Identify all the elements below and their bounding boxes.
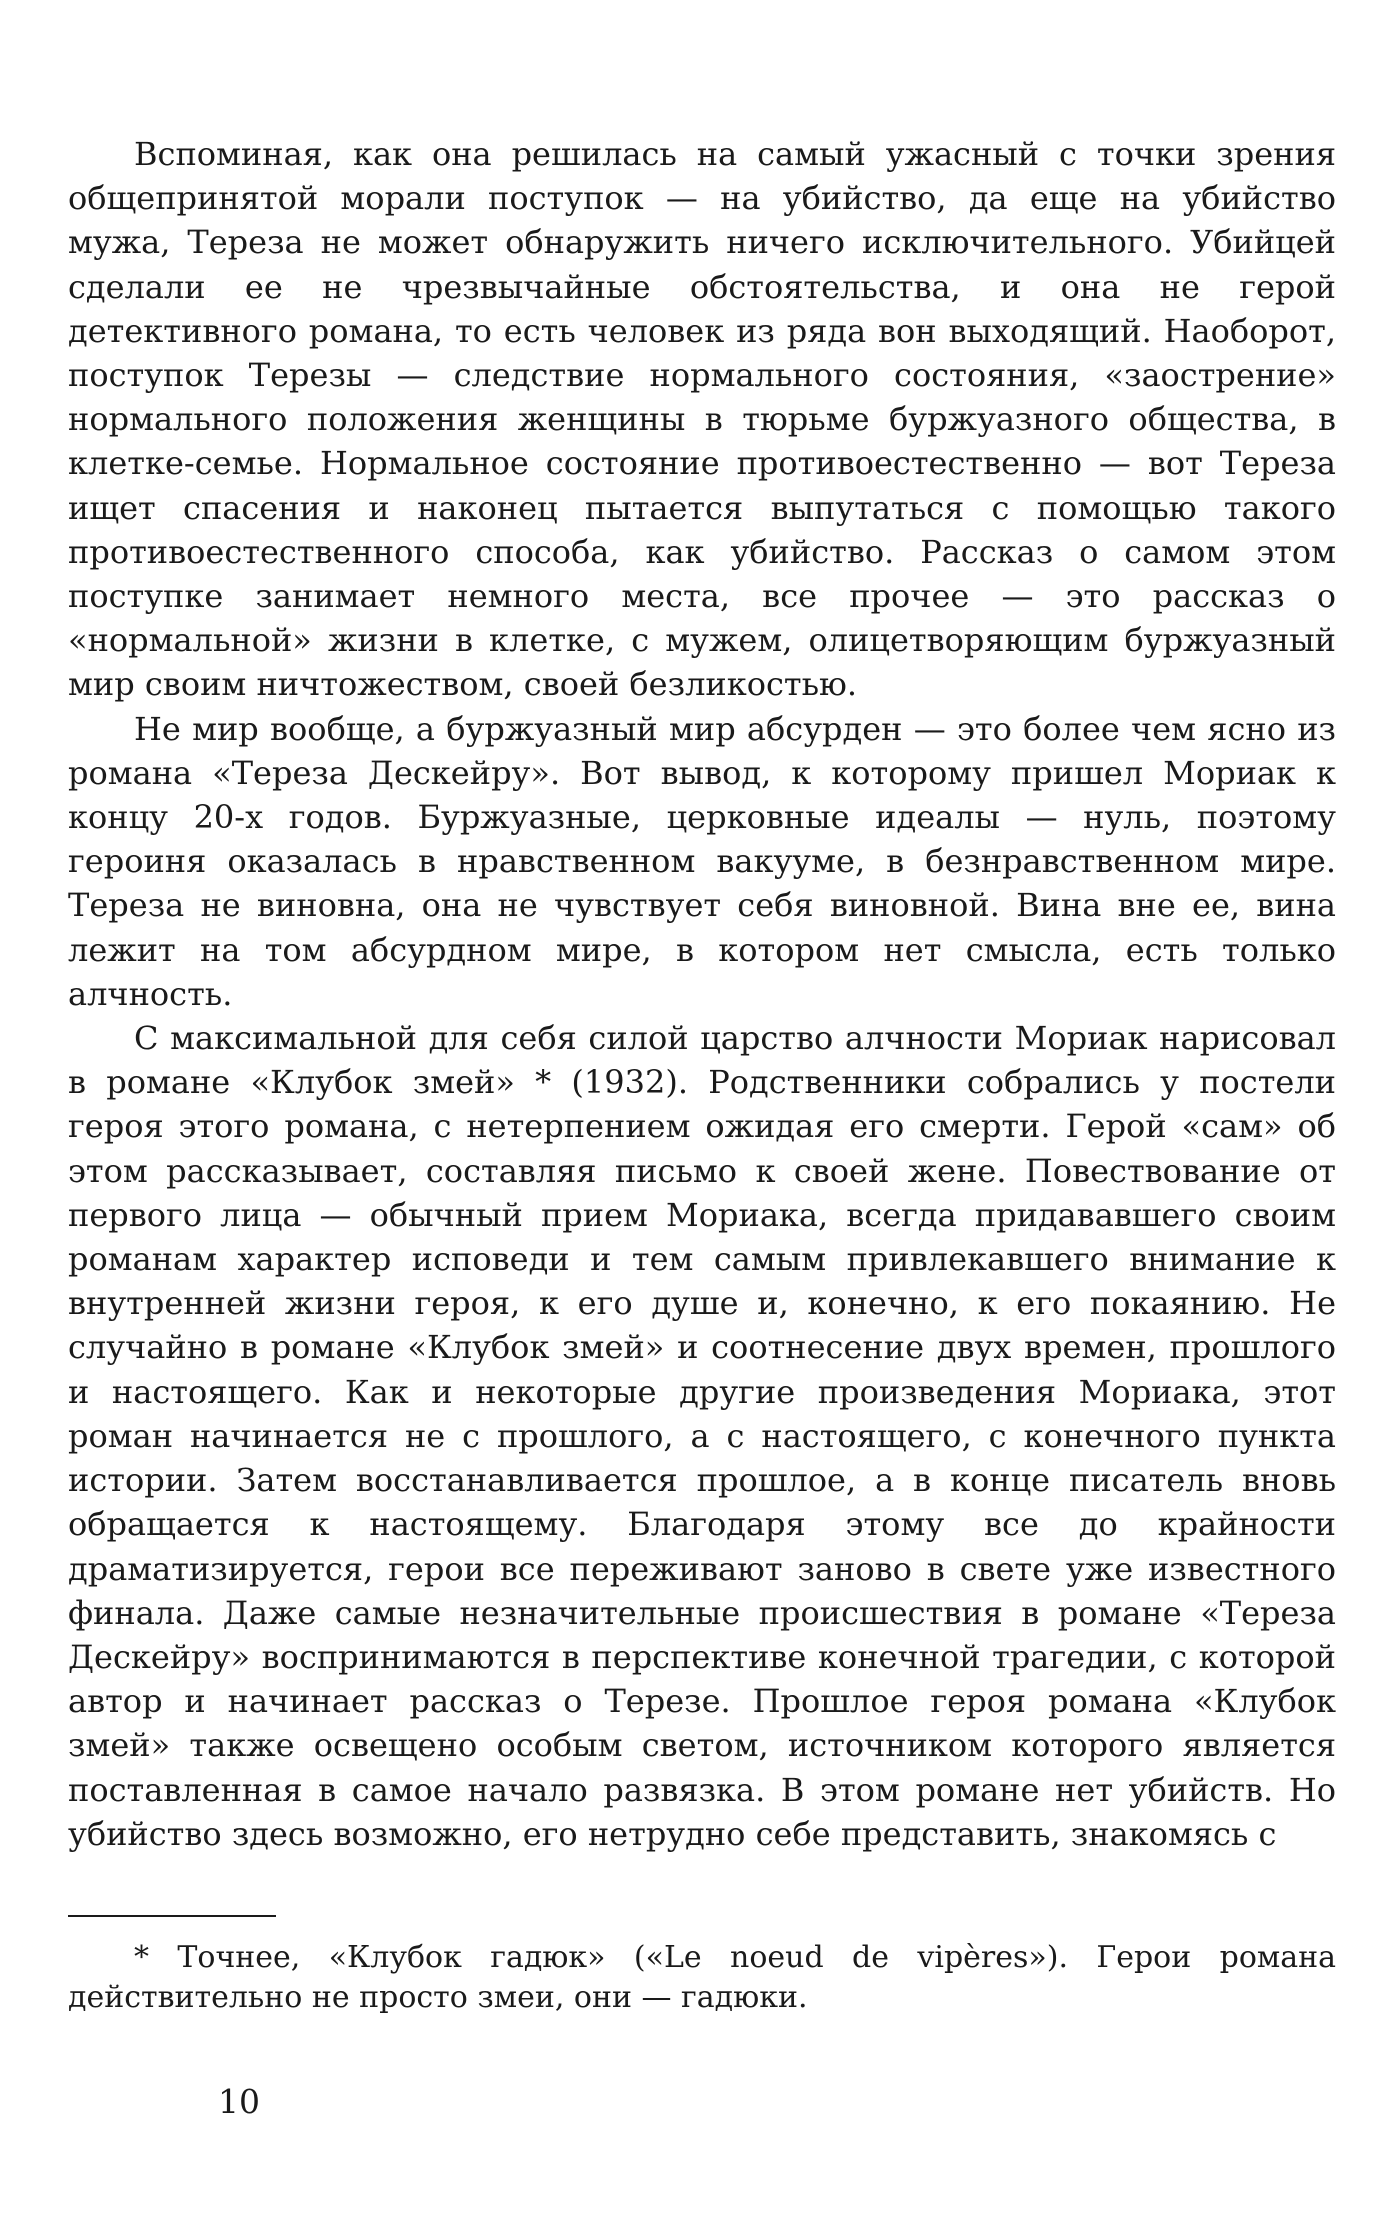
body-paragraph: С максимальной для себя силой царство алчности Мориак нарисовал в романе «Клубок змей» * (1932). Родственники собрались у постели героя этого романа, с нетерпением ожидая его смерти. Герой «сам» об этом рассказывает, составляя письмо к своей жене. Повествование от первого лица — обычный прием Мориака, всегда придававшего своим романам характер исповеди и тем самым привлекавшего внимание к внутренней жизни героя, к его душе и, конечно, к его покаянию. Не случайно в романе «Клубок змей» и соотнесение двух времен, прошлого и настоящего. Как и некоторые другие произведения Мориака, этот роман начинается не с прошлого, а с настоящего, с конечного пункта истории. Затем восстанавливается прошлое, а в конце писатель вновь обращается к настоящему. Благодаря этому все до крайности драматизируется, герои все переживают заново в свете уже известного финала. Даже самые незначительные происшествия в романе «Тереза Дескейру» воспринимаются в перспективе конечной трагедии, с которой автор и начинает рассказ о Терезе. Прошлое героя романа «Клубок змей» также освещено особым светом, источником которого является поставленная в самое начало развязка. В этом романе нет убийств. Но убийство здесь возможно, его нетрудно себе представить, знакомясь с	[68, 1019, 1336, 1853]
body-paragraph: Вспоминая, как она решилась на самый ужасный с точки зрения общепринятой морали поступок — на убийство, да еще на убийство мужа, Тереза не может обнаружить ничего исключительного. Убийцей сделали ее не чрезвычайные обстоятельства, и она не герой детективного романа, то есть человек из ряда вон выходящий. Наоборот, поступок Терезы — следствие нормального состояния, «заострение» нормального положения женщины в тюрьме буржуазного общества, в клетке-семье. Нормальное состояние противоестественно — вот Тереза ищет спасения и наконец пытается выпутаться с помощью такого противоестественного способа, как убийство. Рассказ о самом этом поступке занимает немного места, все прочее — это рассказ о «нормальной» жизни в клетке, с мужем, олицетворяющим буржуазный мир своим ничтожеством, своей безликостью.	[68, 135, 1336, 704]
body-paragraph: Не мир вообще, а буржуазный мир абсурден — это более чем ясно из романа «Тереза Дескейру». Вот вывод, к которому пришел Мориак к концу 20-х годов. Буржуазные, церковные идеалы — нуль, поэтому героиня оказалась в нравственном вакууме, в безнравственном мире. Тереза не виновна, она не чувствует себя виновной. Вина вне ее, вина лежит на том абсурдном мире, в котором нет смысла, есть только алчность.	[68, 709, 1336, 1013]
footnote: * Точнее, «Клубок гадюк» («Le noeud de vipères»). Герои романа действительно не просто змеи, они — гадюки.	[68, 1940, 1336, 2015]
page-number: 10	[218, 2082, 260, 2121]
page-body	[68, 132, 1336, 1856]
footnote-divider	[68, 1915, 276, 1917]
